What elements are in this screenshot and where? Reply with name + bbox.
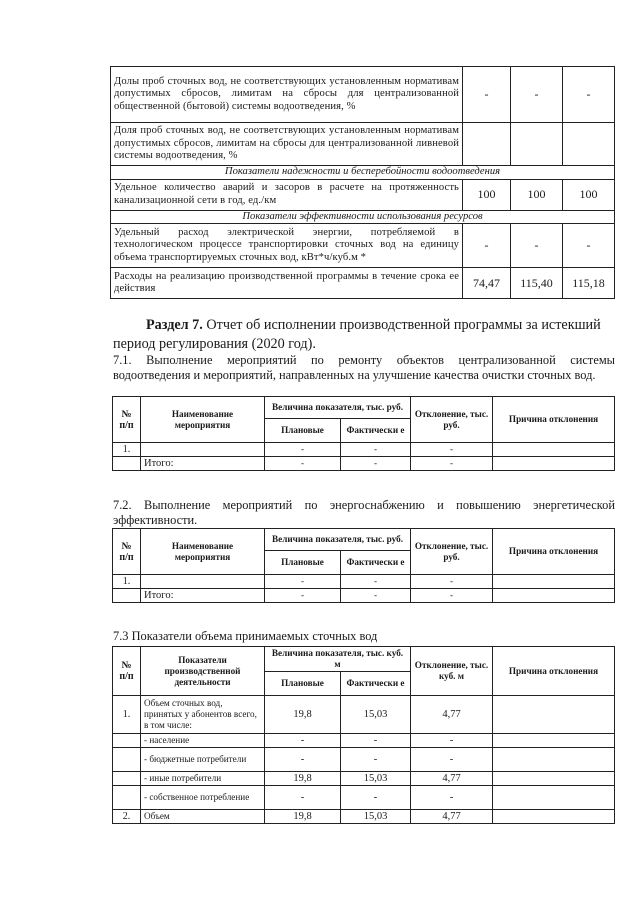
row-name: Итого: bbox=[141, 589, 265, 603]
row-deviation: - bbox=[411, 589, 493, 603]
col-header-name: Наименование мероприятия bbox=[141, 397, 265, 443]
row-fact: - bbox=[341, 748, 411, 772]
table-row bbox=[113, 575, 615, 589]
row-name: - бюджетные потребители bbox=[141, 748, 265, 772]
row-deviation: 4,77 bbox=[411, 696, 493, 734]
row-reason bbox=[493, 810, 615, 824]
row-name: - население bbox=[141, 734, 265, 748]
table-row bbox=[111, 123, 615, 166]
table-row bbox=[113, 443, 615, 457]
col-header-value: Величина показателя, тыс. руб. bbox=[265, 529, 411, 551]
section-row bbox=[111, 210, 615, 224]
col-header-fact: Фактически е bbox=[341, 419, 411, 443]
paragraph-7-1: 7.1. Выполнение мероприятий по ремонту объектов централизованной системы водоотведения и мероприятий, направленных на улучшение качества очистки сточных вод. bbox=[113, 353, 615, 382]
row-deviation: - bbox=[411, 443, 493, 457]
indicators-table bbox=[110, 66, 615, 299]
row-reason bbox=[493, 786, 615, 810]
section-heading: Показатели надежности и бесперебойности водоотведения bbox=[111, 166, 615, 180]
row-plan: 19,8 bbox=[265, 772, 341, 786]
row-name bbox=[141, 443, 265, 457]
row-deviation: 4,77 bbox=[411, 810, 493, 824]
col-header-reason: Причина отклонения bbox=[493, 529, 615, 575]
indicator-value: - bbox=[511, 224, 563, 268]
row-name bbox=[141, 575, 265, 589]
col-header-reason: Причина отклонения bbox=[493, 397, 615, 443]
indicator-value: 100 bbox=[463, 179, 511, 210]
row-num bbox=[113, 748, 141, 772]
section-7-period: период регулирования (2020 год). bbox=[113, 336, 316, 352]
row-deviation: 4,77 bbox=[411, 772, 493, 786]
col-header-plan: Плановые bbox=[265, 672, 341, 696]
paragraph-7-2: 7.2. Выполнение мероприятий по энергоснабжению и повышению энергетической эффективности. bbox=[113, 498, 615, 527]
col-header-name: Показатели производственной деятельности bbox=[141, 647, 265, 696]
indicator-value: - bbox=[463, 67, 511, 123]
table-row bbox=[113, 748, 615, 772]
col-header-value: Величина показателя, тыс. куб. м bbox=[265, 647, 411, 672]
row-name: Объем bbox=[141, 810, 265, 824]
section-heading: Показатели эффективности использования ресурсов bbox=[111, 210, 615, 224]
row-deviation: - bbox=[411, 748, 493, 772]
table-row bbox=[113, 696, 615, 734]
paragraph-7-3: 7.3 Показатели объема принимаемых сточных вод bbox=[113, 629, 378, 643]
indicator-desc: Долы проб сточных вод, не соответствующих установленным нормативам допустимых сбросов, лимитам на сбросы для централизованной общественной (бытовой) системы водоотведения, % bbox=[111, 67, 463, 123]
row-fact: - bbox=[341, 734, 411, 748]
section-7-label: Раздел 7. bbox=[146, 317, 203, 333]
indicator-value: - bbox=[511, 67, 563, 123]
row-num: 1. bbox=[113, 443, 141, 457]
row-reason bbox=[493, 457, 615, 471]
row-num: 2. bbox=[113, 810, 141, 824]
section-7-heading bbox=[113, 316, 615, 354]
repair-measures-table bbox=[112, 396, 615, 471]
col-header-plan: Плановые bbox=[265, 551, 341, 575]
table-row bbox=[113, 810, 615, 824]
row-fact: - bbox=[341, 575, 411, 589]
table-row bbox=[111, 224, 615, 268]
col-header-name: Наименование мероприятия bbox=[141, 529, 265, 575]
row-fact: 15,03 bbox=[341, 810, 411, 824]
indicator-value: 100 bbox=[563, 179, 615, 210]
indicator-value bbox=[563, 123, 615, 166]
table-row bbox=[111, 67, 615, 123]
energy-measures-table bbox=[112, 528, 615, 603]
row-name: - иные потребители bbox=[141, 772, 265, 786]
indicator-value: 115,40 bbox=[511, 268, 563, 299]
row-plan: - bbox=[265, 457, 341, 471]
row-plan: - bbox=[265, 786, 341, 810]
row-fact: - bbox=[341, 443, 411, 457]
col-header-num: № п/п bbox=[113, 529, 141, 575]
row-reason bbox=[493, 748, 615, 772]
row-deviation: - bbox=[411, 575, 493, 589]
row-num bbox=[113, 786, 141, 810]
row-reason bbox=[493, 589, 615, 603]
table-row bbox=[111, 268, 615, 299]
table-row bbox=[113, 772, 615, 786]
row-num bbox=[113, 589, 141, 603]
row-plan: - bbox=[265, 575, 341, 589]
row-fact: - bbox=[341, 589, 411, 603]
row-name: Объем сточных вод, принятых у абонентов всего, в том числе: bbox=[141, 696, 265, 734]
row-reason bbox=[493, 772, 615, 786]
row-num bbox=[113, 772, 141, 786]
col-header-value: Величина показателя, тыс. руб. bbox=[265, 397, 411, 419]
indicator-value bbox=[463, 123, 511, 166]
indicator-value: 100 bbox=[511, 179, 563, 210]
row-num: 1. bbox=[113, 696, 141, 734]
row-fact: - bbox=[341, 786, 411, 810]
row-deviation: - bbox=[411, 457, 493, 471]
row-fact: 15,03 bbox=[341, 696, 411, 734]
col-header-deviation: Отклонение, тыс. руб. bbox=[411, 397, 493, 443]
table-row bbox=[111, 179, 615, 210]
table-row bbox=[113, 786, 615, 810]
row-plan: 19,8 bbox=[265, 810, 341, 824]
indicator-value: - bbox=[463, 224, 511, 268]
row-plan: - bbox=[265, 443, 341, 457]
row-num: 1. bbox=[113, 575, 141, 589]
section-row bbox=[111, 166, 615, 180]
table-row bbox=[113, 457, 615, 471]
indicator-desc: Расходы на реализацию производственной программы в течение срока ее действия bbox=[111, 268, 463, 299]
row-reason bbox=[493, 575, 615, 589]
indicator-desc: Доля проб сточных вод, не соответствующих установленным нормативам допустимых сбросов, лимитам на сбросы для централизованной ливневой системы водоотведения, % bbox=[111, 123, 463, 166]
row-name: Итого: bbox=[141, 457, 265, 471]
row-reason bbox=[493, 443, 615, 457]
col-header-fact: Фактически е bbox=[341, 672, 411, 696]
col-header-deviation: Отклонение, тыс. руб. bbox=[411, 529, 493, 575]
row-num bbox=[113, 734, 141, 748]
col-header-deviation: Отклонение, тыс. куб. м bbox=[411, 647, 493, 696]
row-reason bbox=[493, 734, 615, 748]
indicator-value bbox=[511, 123, 563, 166]
row-plan: 19,8 bbox=[265, 696, 341, 734]
indicator-value: - bbox=[563, 67, 615, 123]
indicator-value: 115,18 bbox=[563, 268, 615, 299]
row-fact: 15,03 bbox=[341, 772, 411, 786]
row-plan: - bbox=[265, 589, 341, 603]
col-header-num: № п/п bbox=[113, 397, 141, 443]
section-7-title: Отчет об исполнении производственной программы за истекший bbox=[202, 317, 601, 333]
indicator-value: - bbox=[563, 224, 615, 268]
col-header-plan: Плановые bbox=[265, 419, 341, 443]
indicator-value: 74,47 bbox=[463, 268, 511, 299]
row-fact: - bbox=[341, 457, 411, 471]
indicator-desc: Удельный расход электрической энергии, потребляемой в технологическом процессе транспортировки сточных вод на единицу объема транспортируемых сточных вод, кВт*ч/куб.м * bbox=[111, 224, 463, 268]
row-plan: - bbox=[265, 748, 341, 772]
row-num bbox=[113, 457, 141, 471]
table-row bbox=[113, 589, 615, 603]
table-row bbox=[113, 734, 615, 748]
wastewater-volume-table bbox=[112, 646, 615, 824]
row-plan: - bbox=[265, 734, 341, 748]
row-name: - собственное потребление bbox=[141, 786, 265, 810]
indicator-desc: Удельное количество аварий и засоров в расчете на протяженность канализационной сети в год, ед./км bbox=[111, 179, 463, 210]
col-header-fact: Фактически е bbox=[341, 551, 411, 575]
row-deviation: - bbox=[411, 734, 493, 748]
row-reason bbox=[493, 696, 615, 734]
col-header-num: № п/п bbox=[113, 647, 141, 696]
col-header-reason: Причина отклонения bbox=[493, 647, 615, 696]
row-deviation: - bbox=[411, 786, 493, 810]
